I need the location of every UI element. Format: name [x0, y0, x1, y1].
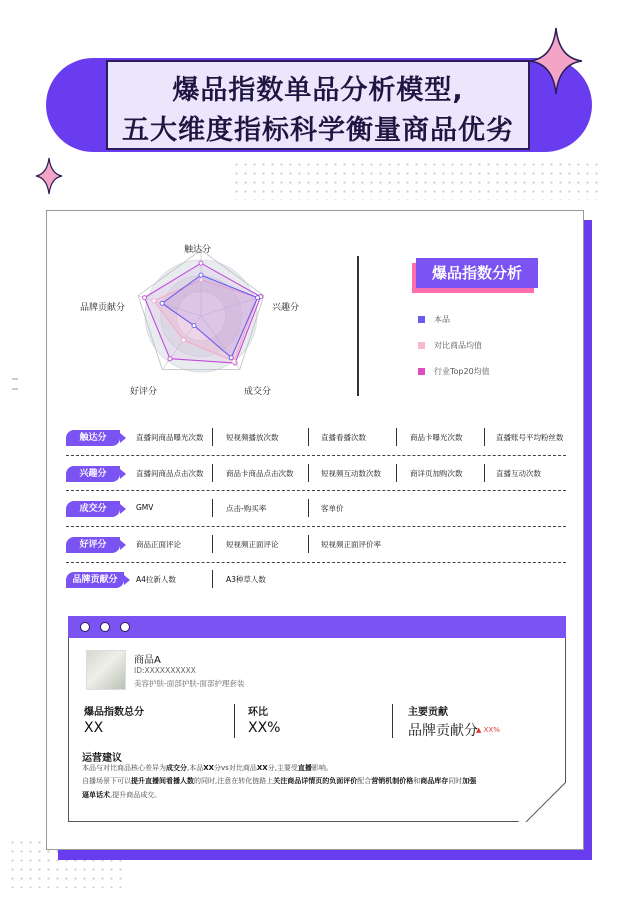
- metric-item: 直播账号平均粉丝数: [496, 433, 564, 442]
- metric-row-reach: [66, 428, 566, 448]
- legend-item-self: 本品: [418, 314, 450, 325]
- metric-item: GMV: [136, 503, 154, 512]
- metric-item: 短视频正面评论: [226, 540, 279, 549]
- row-divider: [66, 490, 566, 491]
- stat-divider: [234, 704, 235, 738]
- divider-vertical: [357, 256, 359, 396]
- radar-point: [143, 296, 147, 300]
- advice-line-3: 逼单话术,提升商品成交。: [82, 791, 162, 799]
- legend-swatch: [418, 316, 425, 323]
- total-score-label: 爆品指数总分: [84, 707, 144, 718]
- window-dot: [120, 622, 130, 632]
- advice-line-2: 自播场景下可以提升直播间看播人数的同时,注意在转化链路上关注商品详情页的负面评价配合营销机制价格和商品库存同时加强: [82, 777, 477, 785]
- radar-axis-label-review: 好评分: [130, 387, 158, 397]
- stat-divider: [392, 704, 393, 738]
- ratio-value: XX%: [248, 720, 281, 736]
- page-title-line2: 五大维度指标科学衡量商品优劣: [122, 115, 514, 146]
- metric-row-review: [66, 535, 566, 555]
- row-divider: [66, 526, 566, 527]
- metric-item: 直播间商品曝光次数: [136, 433, 204, 442]
- sparkle-icon-top-right: [528, 26, 584, 96]
- radar-point: [199, 273, 203, 277]
- metric-item: 短视频正面评价率: [321, 540, 381, 549]
- radar-point: [232, 359, 236, 363]
- window-dot: [100, 622, 110, 632]
- metric-row-interest: [66, 464, 566, 484]
- contrib-delta: ▲ XX%: [476, 726, 500, 734]
- metric-item: A4拉新人数: [136, 575, 176, 584]
- radar-chart: [60, 236, 350, 400]
- metric-item: 客单价: [321, 504, 344, 513]
- product-category: 美容护肤-面部护肤-面部护理套装: [134, 679, 245, 688]
- metric-item: 商品正面评论: [136, 540, 181, 549]
- metric-tag: 成交分: [66, 501, 120, 517]
- metric-item: 点击-购买率: [226, 504, 267, 513]
- metric-item: 直播看播次数: [321, 433, 366, 442]
- advice-title: 运营建议: [82, 753, 122, 764]
- metric-item: 短视频互动数次数: [321, 469, 381, 478]
- legend-swatch: [418, 342, 425, 349]
- metric-item: 商品卡曝光次数: [410, 433, 463, 442]
- sparkle-icon-left: [34, 156, 64, 196]
- metric-tag: 好评分: [66, 537, 120, 553]
- product-thumbnail: [86, 650, 126, 690]
- metric-tag: 兴趣分: [66, 466, 120, 482]
- radar-axis-label-deal: 成交分: [244, 387, 272, 397]
- metric-row-deal: [66, 499, 566, 519]
- page-title-line1: 爆品指数单品分析模型,: [172, 75, 464, 106]
- metric-row-brand: [66, 570, 566, 590]
- metric-item: 直播间商品点击次数: [136, 469, 204, 478]
- product-name: 商品A: [134, 655, 161, 666]
- metric-item: 商详页加购次数: [410, 469, 463, 478]
- metric-item: 商品卡商品点击次数: [226, 469, 294, 478]
- radar-point: [168, 357, 172, 361]
- metric-item: 短视频播放次数: [226, 433, 279, 442]
- row-divider: [66, 562, 566, 563]
- metric-item: A3种草人数: [226, 575, 266, 584]
- legend-item-top20: 行业Top20均值: [418, 366, 490, 377]
- dot-pattern-top-right: [232, 160, 602, 200]
- metric-tag: 触达分: [66, 430, 120, 446]
- row-divider: [66, 455, 566, 456]
- radar-axis-label-interest: 兴趣分: [272, 303, 300, 313]
- panel-corner-cut: [518, 782, 566, 822]
- contrib-value: 品牌贡献分: [408, 723, 478, 739]
- legend-title: 爆品指数分析: [416, 258, 538, 288]
- radar-point: [199, 261, 203, 265]
- radar-axis-label-reach: 触达分: [184, 245, 212, 255]
- side-marker: [12, 378, 18, 390]
- legend-swatch: [418, 368, 425, 375]
- radar-point: [192, 324, 196, 328]
- advice-line-1: 本品与对比商品核心差异为成交分,本品XX分vs对比商品XX分,主要受直播影响。: [82, 764, 333, 772]
- total-score-value: XX: [84, 720, 104, 736]
- panel-titlebar: [68, 616, 566, 638]
- legend-item-compare: 对比商品均值: [418, 340, 482, 351]
- metric-tag: 品牌贡献分: [66, 572, 124, 588]
- radar-point: [152, 299, 156, 303]
- contrib-label: 主要贡献: [408, 707, 448, 718]
- radar-point: [182, 338, 186, 342]
- radar-point: [160, 301, 164, 305]
- radar-point: [255, 296, 259, 300]
- product-id: ID:XXXXXXXXXX: [134, 666, 196, 675]
- radar-axis-label-brand: 品牌贡献分: [80, 303, 126, 313]
- radar-point: [229, 356, 233, 360]
- metric-item: 直播互动次数: [496, 469, 541, 478]
- window-dot: [80, 622, 90, 632]
- ratio-label: 环比: [248, 707, 268, 718]
